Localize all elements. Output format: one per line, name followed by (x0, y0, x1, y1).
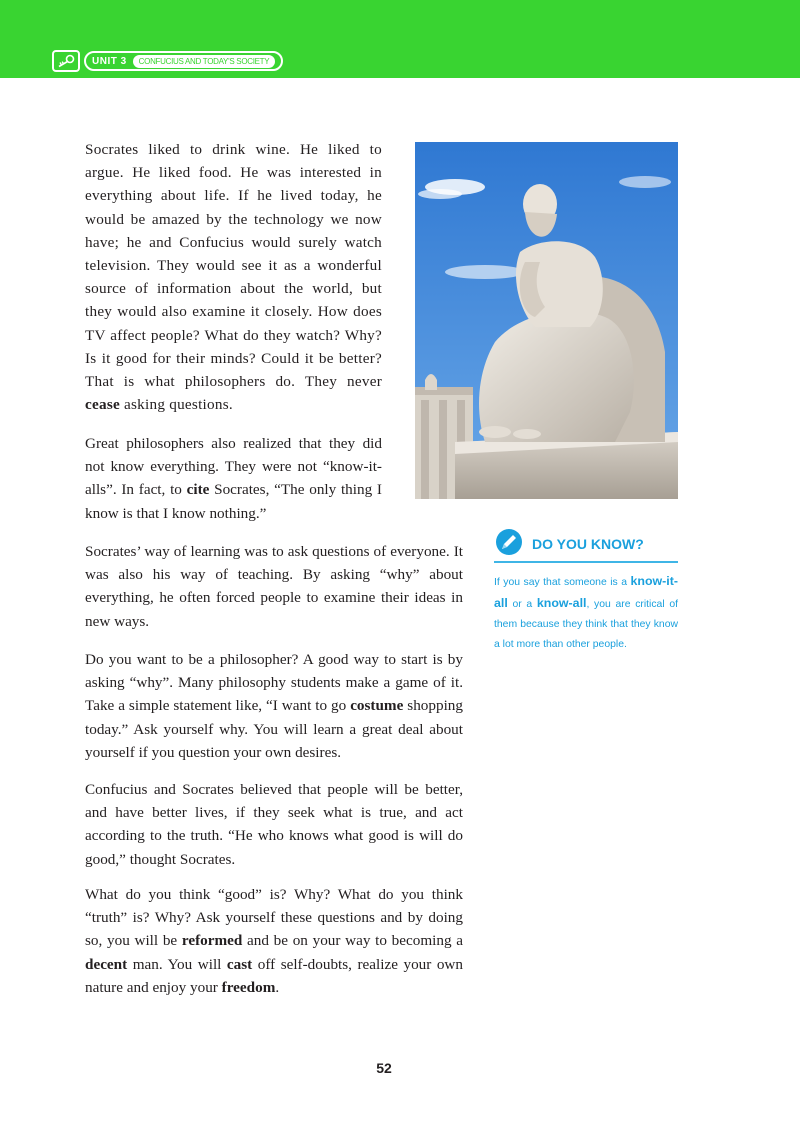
vocab-term: reformed (181, 932, 243, 950)
page-number: 52 (376, 1060, 392, 1076)
do-you-know-header (494, 527, 678, 563)
socrates-statue-photo (415, 142, 678, 499)
text-run: shopping today.” Ask yourself why. You will learn a great deal about yourself if you question your own desires. (85, 697, 463, 761)
text-run: off self-doubts, realize your own nature and enjoy your (85, 955, 463, 996)
unit-badge (52, 50, 283, 72)
vocab-term: know-all (536, 596, 587, 610)
do-you-know-box (494, 527, 678, 655)
vocab-term: cease (85, 396, 120, 414)
text-run: Great philosophers also realized that they did not know everything. They were not “know-it-alls”. In fact, to (85, 435, 382, 499)
vocab-term: decent (85, 955, 128, 973)
text-run: Confucius and Socrates believed that people will be better, and have better lives, if they seek what is true, and act according to the truth. “He who knows what good is will do good,” thought Socrates. (85, 781, 463, 868)
paragraph-5 (85, 778, 463, 871)
text-run: . (275, 978, 280, 996)
text-run: What do you think “good” is? Why? What do you think “truth” is? Why? Ask yourself these questions and by doing so, you will be (85, 886, 463, 950)
vocab-term: costume (350, 697, 404, 715)
text-run: man. You will (127, 955, 227, 973)
vocab-term: cast (226, 955, 253, 973)
paragraph-4 (85, 648, 463, 764)
text-run: asking questions. (119, 396, 233, 414)
text-run: Socrates liked to drink wine. He liked to argue. He liked food. He was interested in everything about life. If he lived today, he would be amazed by the technology we now have; he and Confucius would surely watch television. They would see it as a wonderful source of information about the world, but they would also examine it closely. How does TV affect people? What do they watch? Why? Is it good for their minds? Could it be better? That is what philosophers do. They never (85, 141, 382, 391)
vocab-term: freedom (221, 978, 276, 996)
paragraph-1 (85, 138, 382, 416)
text-run: or a (507, 599, 537, 610)
text-run: , you are critical of them because they think that they know a lot more than other people. (494, 599, 679, 650)
unit-title: CONFUCIUS AND TODAY'S SOCIETY (133, 55, 276, 68)
unit-number: UNIT 3 (92, 55, 127, 67)
vocab-term: cite (186, 481, 210, 499)
text-run: Do you want to be a philosopher? A good way to start is by asking “why”. Many philosophy students make a game of it. Take a simple statement like, “I want to go (85, 651, 463, 715)
paragraph-6 (85, 883, 463, 999)
unit-label (84, 51, 283, 71)
key-icon (52, 50, 80, 72)
paragraph-3 (85, 540, 463, 633)
paragraph-2 (85, 432, 382, 525)
text-run: and be on your way to becoming a (242, 932, 463, 950)
text-run: Socrates, “The only thing I know is that I know nothing.” (85, 481, 382, 522)
statue-icon (415, 142, 678, 499)
do-you-know-text (494, 571, 678, 655)
pencil-circle-icon (494, 527, 524, 562)
text-run: If you say that someone is a (494, 577, 631, 588)
vocab-term: know-it-all (494, 574, 678, 610)
do-you-know-title: DO YOU KNOW? (532, 536, 644, 552)
header-bar (0, 0, 800, 78)
text-run: Socrates’ way of learning was to ask questions of everyone. It was also his way of teaching. By asking “why” about everything, he often forced people to examine their ideas in new ways. (85, 543, 463, 630)
